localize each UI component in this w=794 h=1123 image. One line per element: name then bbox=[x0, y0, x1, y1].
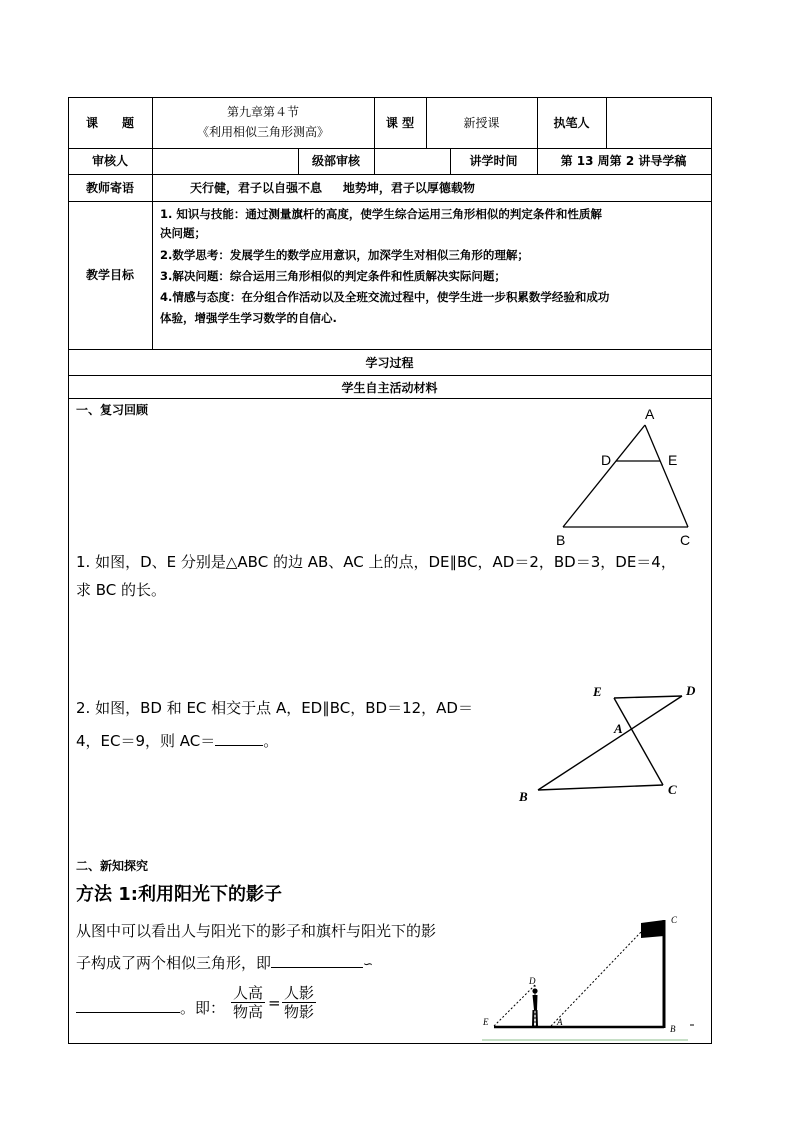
fig1-side-ab bbox=[563, 425, 645, 527]
row-divider bbox=[68, 148, 711, 149]
lesson-type-value: 新授课 bbox=[463, 116, 500, 130]
fig2-label-e: E bbox=[593, 684, 602, 699]
fig3-sun-ray-flag bbox=[551, 932, 641, 1026]
question-1-line-1: 1. 如图，D、E 分别是△ABC 的边 AB、AC 上的点，DE∥BC，AD＝2，BD＝3，DE＝4， bbox=[76, 553, 676, 571]
fig2-label-d: D bbox=[686, 683, 696, 698]
fig3-label-a: A bbox=[557, 1017, 563, 1027]
fig1-side-ac bbox=[645, 425, 688, 527]
review-heading: 一、复习回顾 bbox=[76, 403, 149, 417]
explore-text-line-1: 从图中可以看出人与阳光下的影子和旗杆与阳光下的影 bbox=[76, 922, 437, 940]
question-2-text-b: 。 bbox=[263, 732, 279, 750]
col-divider bbox=[152, 174, 153, 349]
goal-line: 4.情感与态度：在分组合作活动以及全班交流过程中，使学生进一步积累数学经验和成功 bbox=[160, 290, 610, 304]
answer-blank-ac[interactable] bbox=[215, 745, 263, 746]
goal-line: 体验，增强学生学习数学的自信心. bbox=[160, 311, 337, 325]
explore-text-line-3 bbox=[76, 998, 225, 1018]
fig2-segment-bc bbox=[538, 785, 663, 790]
fraction-shadow-denominator: 物影 bbox=[283, 1003, 314, 1021]
answer-blank-triangle-2[interactable] bbox=[76, 1012, 180, 1013]
goal-line: 3.解决问题：综合运用三角形相似的判定条件和性质解决实际问题； bbox=[160, 269, 506, 283]
lesson-type-label: 课 型 bbox=[385, 116, 415, 130]
question-2-text-a: 4，EC＝9，则 AC＝ bbox=[76, 732, 216, 750]
question-2-line-2 bbox=[76, 731, 278, 751]
figure-triangle-de-parallel bbox=[550, 402, 700, 550]
fraction-person-numerator: 人高 bbox=[232, 984, 263, 1002]
similar-symbol: ∽ bbox=[363, 957, 374, 971]
answer-blank-triangle-1[interactable] bbox=[271, 967, 363, 968]
fig3-flag bbox=[641, 920, 664, 938]
row-divider bbox=[68, 201, 711, 202]
topic-label: 课 题 bbox=[85, 116, 134, 130]
fig2-segment-ed bbox=[614, 696, 682, 698]
fig2-label-c: C bbox=[668, 782, 677, 797]
fig2-segment-ec bbox=[614, 698, 663, 785]
row-divider bbox=[68, 174, 711, 175]
goal-line: 决问题； bbox=[160, 226, 206, 240]
fraction-person-denominator: 物高 bbox=[232, 1003, 263, 1021]
lesson-title: 《利用相似三角形测高》 bbox=[196, 125, 329, 139]
chapter-label: 第九章第４节 bbox=[226, 105, 299, 119]
fig2-label-a: A bbox=[614, 721, 623, 736]
row-divider bbox=[68, 349, 711, 350]
fraction-shadow-numerator: 人影 bbox=[283, 984, 314, 1002]
goal-line: 1. 知识与技能：通过测量旗杆的高度，使学生综合运用三角形相似的判定条件和性质解 bbox=[160, 207, 602, 221]
explore-text-3: 。即： bbox=[180, 999, 226, 1017]
fig3-sun-ray-person bbox=[494, 985, 535, 1026]
materials-title: 学生自主活动材料 bbox=[341, 381, 438, 395]
goals-label: 教学目标 bbox=[85, 268, 134, 282]
explore-text-2: 子构成了两个相似三角形，即 bbox=[76, 954, 272, 972]
col-divider bbox=[374, 148, 375, 175]
author-label: 执笔人 bbox=[553, 116, 590, 130]
fig2-label-b: B bbox=[519, 789, 528, 804]
fig1-label-d: D bbox=[601, 452, 612, 468]
fig3-label-b: B bbox=[670, 1024, 676, 1034]
explore-heading: 二、新知探究 bbox=[76, 859, 149, 873]
reviewer-label: 审核人 bbox=[91, 154, 128, 168]
col-divider bbox=[606, 97, 607, 149]
figure-flagpole-shadow bbox=[478, 908, 700, 1042]
lecture-time-value: 第 13 周第 2 讲导学稿 bbox=[560, 154, 687, 168]
lecture-time-label: 讲学时间 bbox=[469, 154, 518, 168]
method-title: 方法 1:利用阳光下的影子 bbox=[76, 884, 282, 905]
explore-text-line-2 bbox=[76, 953, 373, 974]
fig3-label-e: E bbox=[483, 1017, 489, 1027]
process-title: 学习过程 bbox=[365, 356, 414, 370]
motto-label: 教师寄语 bbox=[85, 181, 134, 195]
row-divider bbox=[68, 375, 711, 376]
fig1-label-c: C bbox=[680, 532, 691, 548]
fig3-label-c: C bbox=[671, 915, 678, 925]
dept-review-label: 级部审核 bbox=[311, 154, 360, 168]
question-2-line-1: 2. 如图，BD 和 EC 相交于点 A，ED∥BC，BD＝12，AD＝ bbox=[76, 699, 473, 717]
equals-sign: = bbox=[268, 994, 281, 1012]
col-divider bbox=[152, 148, 153, 175]
fig2-segment-bd bbox=[538, 696, 682, 790]
fraction-shadow bbox=[281, 984, 317, 1021]
figure-hourglass-triangles bbox=[510, 678, 710, 808]
question-1-line-2: 求 BC 的长。 bbox=[76, 581, 167, 599]
row-divider bbox=[68, 398, 711, 399]
teacher-motto: 天行健，君子以自强不息 地势坤，君子以厚德载物 bbox=[190, 181, 475, 195]
fig1-label-e: E bbox=[668, 452, 678, 468]
fraction-person bbox=[230, 984, 266, 1021]
fig1-label-a: A bbox=[645, 406, 655, 422]
fig1-label-b: B bbox=[556, 532, 566, 548]
fig3-label-d: D bbox=[529, 976, 536, 986]
goal-line: 2.数学思考：发展学生的数学应用意识，加深学生对相似三角形的理解； bbox=[160, 248, 529, 262]
